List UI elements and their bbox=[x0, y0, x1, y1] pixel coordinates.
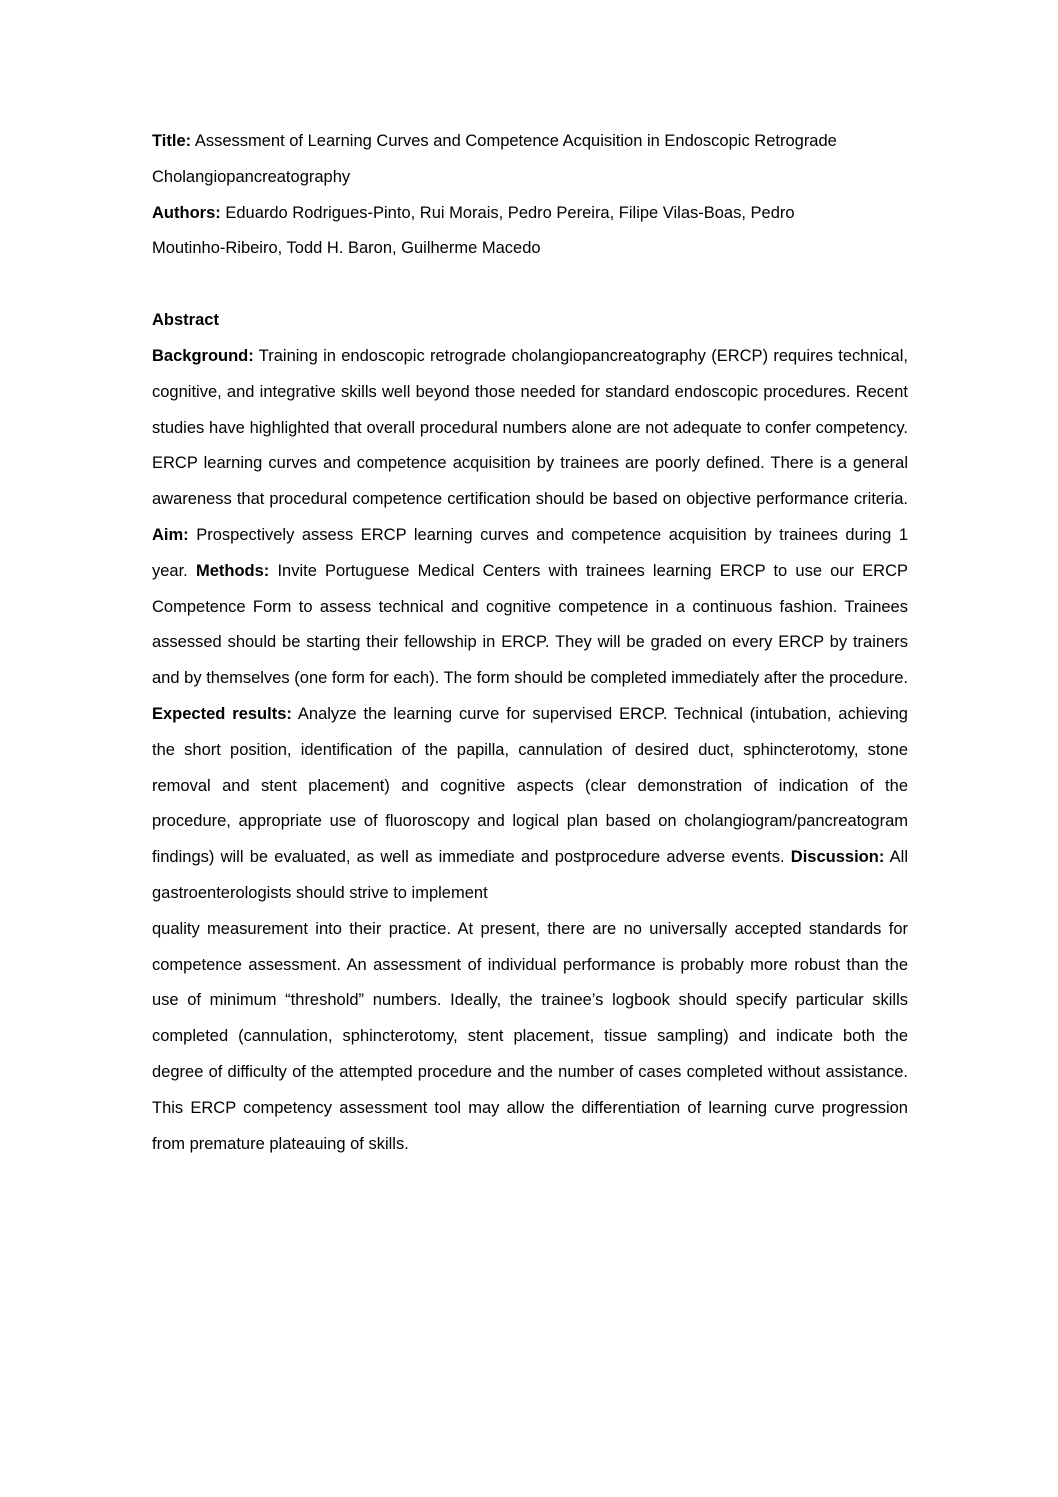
title-line-2 bbox=[152, 160, 908, 196]
expected-results-text: Analyze the learning curve for supervised ERCP. Technical (intubation, achieving the short position, identification of the papilla, cannulation of desired duct, sphincterotomy, stone removal and stent placement) and cognitive aspects (clear demonstration of indication of the procedure, appropriate use of fluoroscopy and logical plan based on cholangiogram/pancreatogram findings) will be evaluated, as well as immediate and postprocedure adverse events. bbox=[152, 704, 908, 867]
background-label: Background: bbox=[152, 346, 254, 365]
authors-text-2: Moutinho-Ribeiro, Todd H. Baron, Guilherme Macedo bbox=[152, 239, 541, 258]
authors-label: Authors: bbox=[152, 203, 221, 222]
title-line-1 bbox=[152, 124, 908, 160]
abstract-heading: Abstract bbox=[152, 311, 219, 330]
abstract-body bbox=[152, 339, 908, 912]
title-label: Title: bbox=[152, 132, 192, 150]
authors-line-2 bbox=[152, 231, 908, 267]
title-text-1: Assessment of Learning Curves and Competence Acquisition in Endoscopic Retrograde bbox=[194, 132, 837, 150]
expected-results-label: Expected results: bbox=[152, 704, 292, 723]
methods-label: Methods: bbox=[195, 561, 270, 580]
document-page bbox=[152, 124, 908, 1162]
discussion-text-1: All gastroenterologists should strive to implement bbox=[152, 848, 908, 902]
abstract-heading-line bbox=[152, 303, 908, 339]
discussion-continued bbox=[152, 912, 908, 1163]
authors-line-1 bbox=[152, 196, 908, 232]
aim-label: Aim: bbox=[152, 525, 189, 544]
discussion-text-2: quality measurement into their practice. At present, there are no universally accepted standards for competence assessment. An assessment of individual performance is probably more robust than the use of minimum “threshold” numbers. Ideally, the trainee’s logbook should specify particular skills completed (cannulation, sphincterotomy, stent placement, tissue sampling) and indicate both the degree of difficulty of the attempted procedure and the number of cases completed without assistance. This ERCP competency assessment tool may allow the differentiation of learning curve progression from premature plateauing of skills. bbox=[152, 919, 908, 1153]
spacer bbox=[152, 267, 908, 303]
authors-text-1: Eduardo Rodrigues-Pinto, Rui Morais, Pedro Pereira, Filipe Vilas-Boas, Pedro bbox=[225, 203, 795, 222]
methods-text: Invite Portuguese Medical Centers with trainees learning ERCP to use our ERCP Competence Form to assess technical and cognitive competence in a continuous fashion. Trainees assessed should be starting their fellowship in ERCP. They will be graded on every ERCP by trainers and by themselves (one form for each). The form should be completed immediately after the procedure. bbox=[152, 561, 908, 688]
title-text-2: Cholangiopancreatography bbox=[152, 167, 351, 186]
discussion-label: Discussion: bbox=[790, 848, 885, 867]
background-text: Training in endoscopic retrograde cholangiopancreatography (ERCP) requires technical, cognitive, and integrative skills well beyond those needed for standard endoscopic procedures. Recent studies have highlighted that overall procedural numbers alone are not adequate to confer competency. ERCP learning curves and competence acquisition by trainees are poorly defined. There is a general awareness that procedural competence certification should be based on objective performance criteria. bbox=[152, 346, 908, 509]
aim-text: Prospectively assess ERCP learning curves and competence acquisition by trainees during 1 year. bbox=[152, 525, 908, 580]
